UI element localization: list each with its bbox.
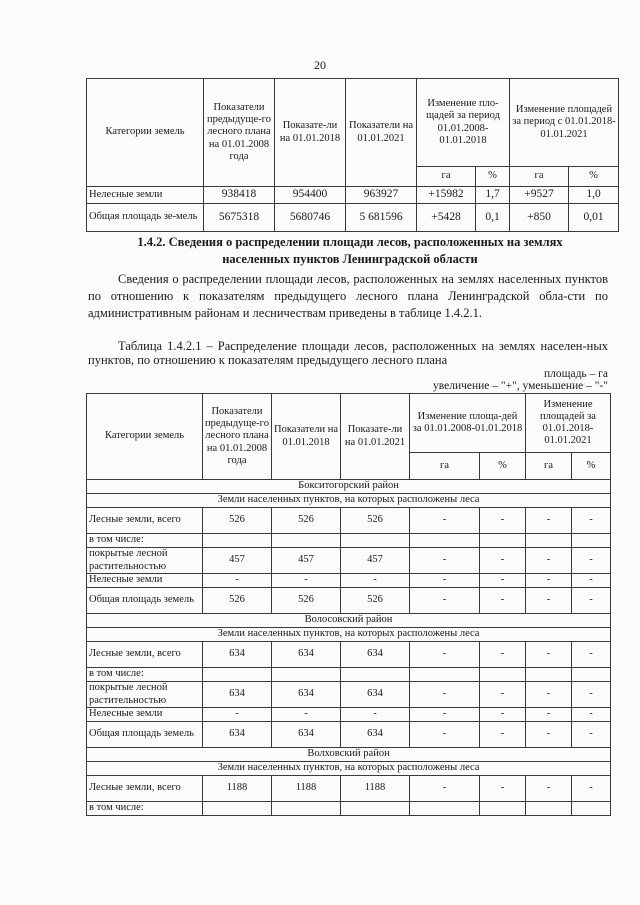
table-row bbox=[87, 574, 611, 588]
header-prev-plan: Показатели предыдуще-го лесного плана на 01.01.2008 года bbox=[204, 79, 275, 187]
unit-note: площадь – га bbox=[543, 368, 608, 380]
cell: - bbox=[410, 682, 480, 708]
section-heading-line1: 1.4.2. Сведения о распределении площади лесов, расположенных на землях bbox=[137, 235, 563, 249]
cell: - bbox=[572, 682, 611, 708]
cell: 526 bbox=[341, 508, 410, 534]
row-label: Общая площадь земель bbox=[87, 588, 203, 614]
cell: - bbox=[410, 776, 480, 802]
cell: - bbox=[272, 708, 341, 722]
cell: - bbox=[526, 642, 572, 668]
sign-legend: увеличение – "+", уменьшение – "-" bbox=[432, 380, 608, 392]
table-row bbox=[87, 548, 611, 574]
cell: 634 bbox=[272, 722, 341, 748]
row-label: Общая площадь земель bbox=[87, 722, 203, 748]
cell: 5680746 bbox=[275, 204, 346, 232]
table-row bbox=[87, 682, 611, 708]
section-paragraph: Сведения о распределении площади лесов, расположенных на землях населенных пунктов по отношению к показателям предыдущего лесного плана Ленинградской обла-сти по административным районам и лесничествам приведены в таблице 1.4.2.1. bbox=[88, 272, 608, 320]
distribution-table bbox=[86, 393, 611, 816]
row-label: Нелесные земли bbox=[87, 708, 203, 722]
cell: - bbox=[480, 708, 526, 722]
cell: 5675318 bbox=[204, 204, 275, 232]
subheader-row: Земли населенных пунктов, на которых расположены леса bbox=[87, 494, 611, 508]
cell: +850 bbox=[510, 204, 569, 232]
cell: - bbox=[480, 776, 526, 802]
cell: - bbox=[572, 776, 611, 802]
cell: - bbox=[341, 574, 410, 588]
table-row bbox=[87, 534, 611, 548]
cell: - bbox=[572, 642, 611, 668]
cell: - bbox=[572, 708, 611, 722]
header-ha: га bbox=[526, 453, 572, 480]
cell: - bbox=[480, 508, 526, 534]
table-row bbox=[87, 642, 611, 668]
table-row bbox=[87, 802, 611, 816]
cell: 634 bbox=[341, 642, 410, 668]
cell: 963927 bbox=[346, 187, 417, 204]
header-prev-plan: Показатели предыдуще-го лесного плана на 01.01.2008 года bbox=[203, 394, 272, 480]
cell: - bbox=[480, 642, 526, 668]
row-label: Общая площадь зе-мель bbox=[87, 204, 204, 232]
district-row: Бокситогорский район bbox=[87, 480, 611, 494]
cell: - bbox=[410, 548, 480, 574]
district-row: Волосовский район bbox=[87, 614, 611, 628]
cell: 1188 bbox=[341, 776, 410, 802]
row-label: Нелесные земли bbox=[87, 574, 203, 588]
cell: - bbox=[203, 574, 272, 588]
section-heading bbox=[80, 234, 620, 268]
top-summary-table bbox=[86, 78, 619, 232]
cell: 634 bbox=[272, 682, 341, 708]
cell: 634 bbox=[203, 722, 272, 748]
table-row bbox=[87, 776, 611, 802]
cell: - bbox=[526, 682, 572, 708]
header-change-2018-2021: Изменение площадей за 01.01.2018-01.01.2021 bbox=[526, 394, 611, 453]
cell: 938418 bbox=[204, 187, 275, 204]
cell: 1188 bbox=[203, 776, 272, 802]
cell: 954400 bbox=[275, 187, 346, 204]
cell: - bbox=[480, 588, 526, 614]
header-pct: % bbox=[476, 167, 510, 187]
cell: - bbox=[480, 682, 526, 708]
cell: +5428 bbox=[417, 204, 476, 232]
cell: 526 bbox=[341, 588, 410, 614]
cell: - bbox=[480, 548, 526, 574]
header-2021: Показате-ли на 01.01.2021 bbox=[341, 394, 410, 480]
row-label: в том числе: bbox=[87, 534, 203, 548]
cell: - bbox=[526, 574, 572, 588]
cell: - bbox=[341, 708, 410, 722]
cell: 5 681596 bbox=[346, 204, 417, 232]
table-caption: Таблица 1.4.2.1 – Распределение площади лесов, расположенных на землях населен-ных пунктов, по отношению к показателям предыдущего лесного плана bbox=[88, 339, 608, 367]
row-label: Лесные земли, всего bbox=[87, 776, 203, 802]
cell: - bbox=[410, 708, 480, 722]
cell: - bbox=[572, 574, 611, 588]
cell: 526 bbox=[203, 588, 272, 614]
cell: - bbox=[272, 574, 341, 588]
table-row bbox=[87, 508, 611, 534]
cell: 526 bbox=[272, 508, 341, 534]
cell: - bbox=[572, 588, 611, 614]
section-heading-line2: населенных пунктов Ленинградской области bbox=[222, 252, 478, 266]
cell: - bbox=[526, 508, 572, 534]
cell: - bbox=[572, 722, 611, 748]
cell: 457 bbox=[203, 548, 272, 574]
cell: 0,01 bbox=[569, 204, 619, 232]
row-label: покрытые лесной растительностью bbox=[87, 548, 203, 574]
cell: - bbox=[410, 508, 480, 534]
cell: - bbox=[480, 722, 526, 748]
header-category: Категории земель bbox=[87, 394, 203, 480]
header-pct: % bbox=[572, 453, 611, 480]
cell: - bbox=[410, 722, 480, 748]
cell: 1,7 bbox=[476, 187, 510, 204]
header-ha: га bbox=[410, 453, 480, 480]
cell: +9527 bbox=[510, 187, 569, 204]
cell: - bbox=[410, 574, 480, 588]
header-2021: Показатели на 01.01.2021 bbox=[346, 79, 417, 187]
header-change-2008-2018: Изменение пло-щадей за период 01.01.2008-01.01.2018 bbox=[417, 79, 510, 167]
header-ha: га bbox=[417, 167, 476, 187]
header-ha: га bbox=[510, 167, 569, 187]
row-label: Нелесные земли bbox=[87, 187, 204, 204]
table-row bbox=[87, 708, 611, 722]
row-label: в том числе: bbox=[87, 802, 203, 816]
cell: 457 bbox=[341, 548, 410, 574]
cell: - bbox=[526, 722, 572, 748]
cell: 634 bbox=[272, 642, 341, 668]
cell: - bbox=[480, 574, 526, 588]
cell: 634 bbox=[203, 642, 272, 668]
cell: 634 bbox=[341, 722, 410, 748]
cell: - bbox=[526, 708, 572, 722]
header-2018: Показате-ли на 01.01.2018 bbox=[275, 79, 346, 187]
cell: - bbox=[572, 508, 611, 534]
cell: 526 bbox=[272, 588, 341, 614]
subheader-row: Земли населенных пунктов, на которых расположены леса bbox=[87, 762, 611, 776]
cell: 1,0 bbox=[569, 187, 619, 204]
header-category: Категории земель bbox=[87, 79, 204, 187]
cell: - bbox=[203, 708, 272, 722]
subheader-row: Земли населенных пунктов, на которых расположены леса bbox=[87, 628, 611, 642]
table-row bbox=[87, 722, 611, 748]
table-row bbox=[87, 187, 619, 204]
cell: 634 bbox=[203, 682, 272, 708]
table-row bbox=[87, 668, 611, 682]
cell: - bbox=[572, 548, 611, 574]
cell: - bbox=[526, 548, 572, 574]
cell: - bbox=[526, 776, 572, 802]
cell: 0,1 bbox=[476, 204, 510, 232]
header-change-2008-2018: Изменение площа-дей за 01.01.2008-01.01.2018 bbox=[410, 394, 526, 453]
district-row: Волховский район bbox=[87, 748, 611, 762]
header-2018: Показатели на 01.01.2018 bbox=[272, 394, 341, 480]
table-row bbox=[87, 588, 611, 614]
cell: 526 bbox=[203, 508, 272, 534]
row-label: Лесные земли, всего bbox=[87, 508, 203, 534]
table-row bbox=[87, 204, 619, 232]
header-change-2018-2021: Изменение площадей за период с 01.01.2018-01.01.2021 bbox=[510, 79, 619, 167]
cell: - bbox=[410, 588, 480, 614]
cell: - bbox=[410, 642, 480, 668]
page-number: 20 bbox=[314, 58, 326, 72]
cell: - bbox=[526, 588, 572, 614]
cell: 457 bbox=[272, 548, 341, 574]
cell: +15982 bbox=[417, 187, 476, 204]
row-label: в том числе: bbox=[87, 668, 203, 682]
cell: 634 bbox=[341, 682, 410, 708]
row-label: Лесные земли, всего bbox=[87, 642, 203, 668]
header-pct: % bbox=[569, 167, 619, 187]
cell: 1188 bbox=[272, 776, 341, 802]
header-pct: % bbox=[480, 453, 526, 480]
row-label: покрытые лесной растительностью bbox=[87, 682, 203, 708]
